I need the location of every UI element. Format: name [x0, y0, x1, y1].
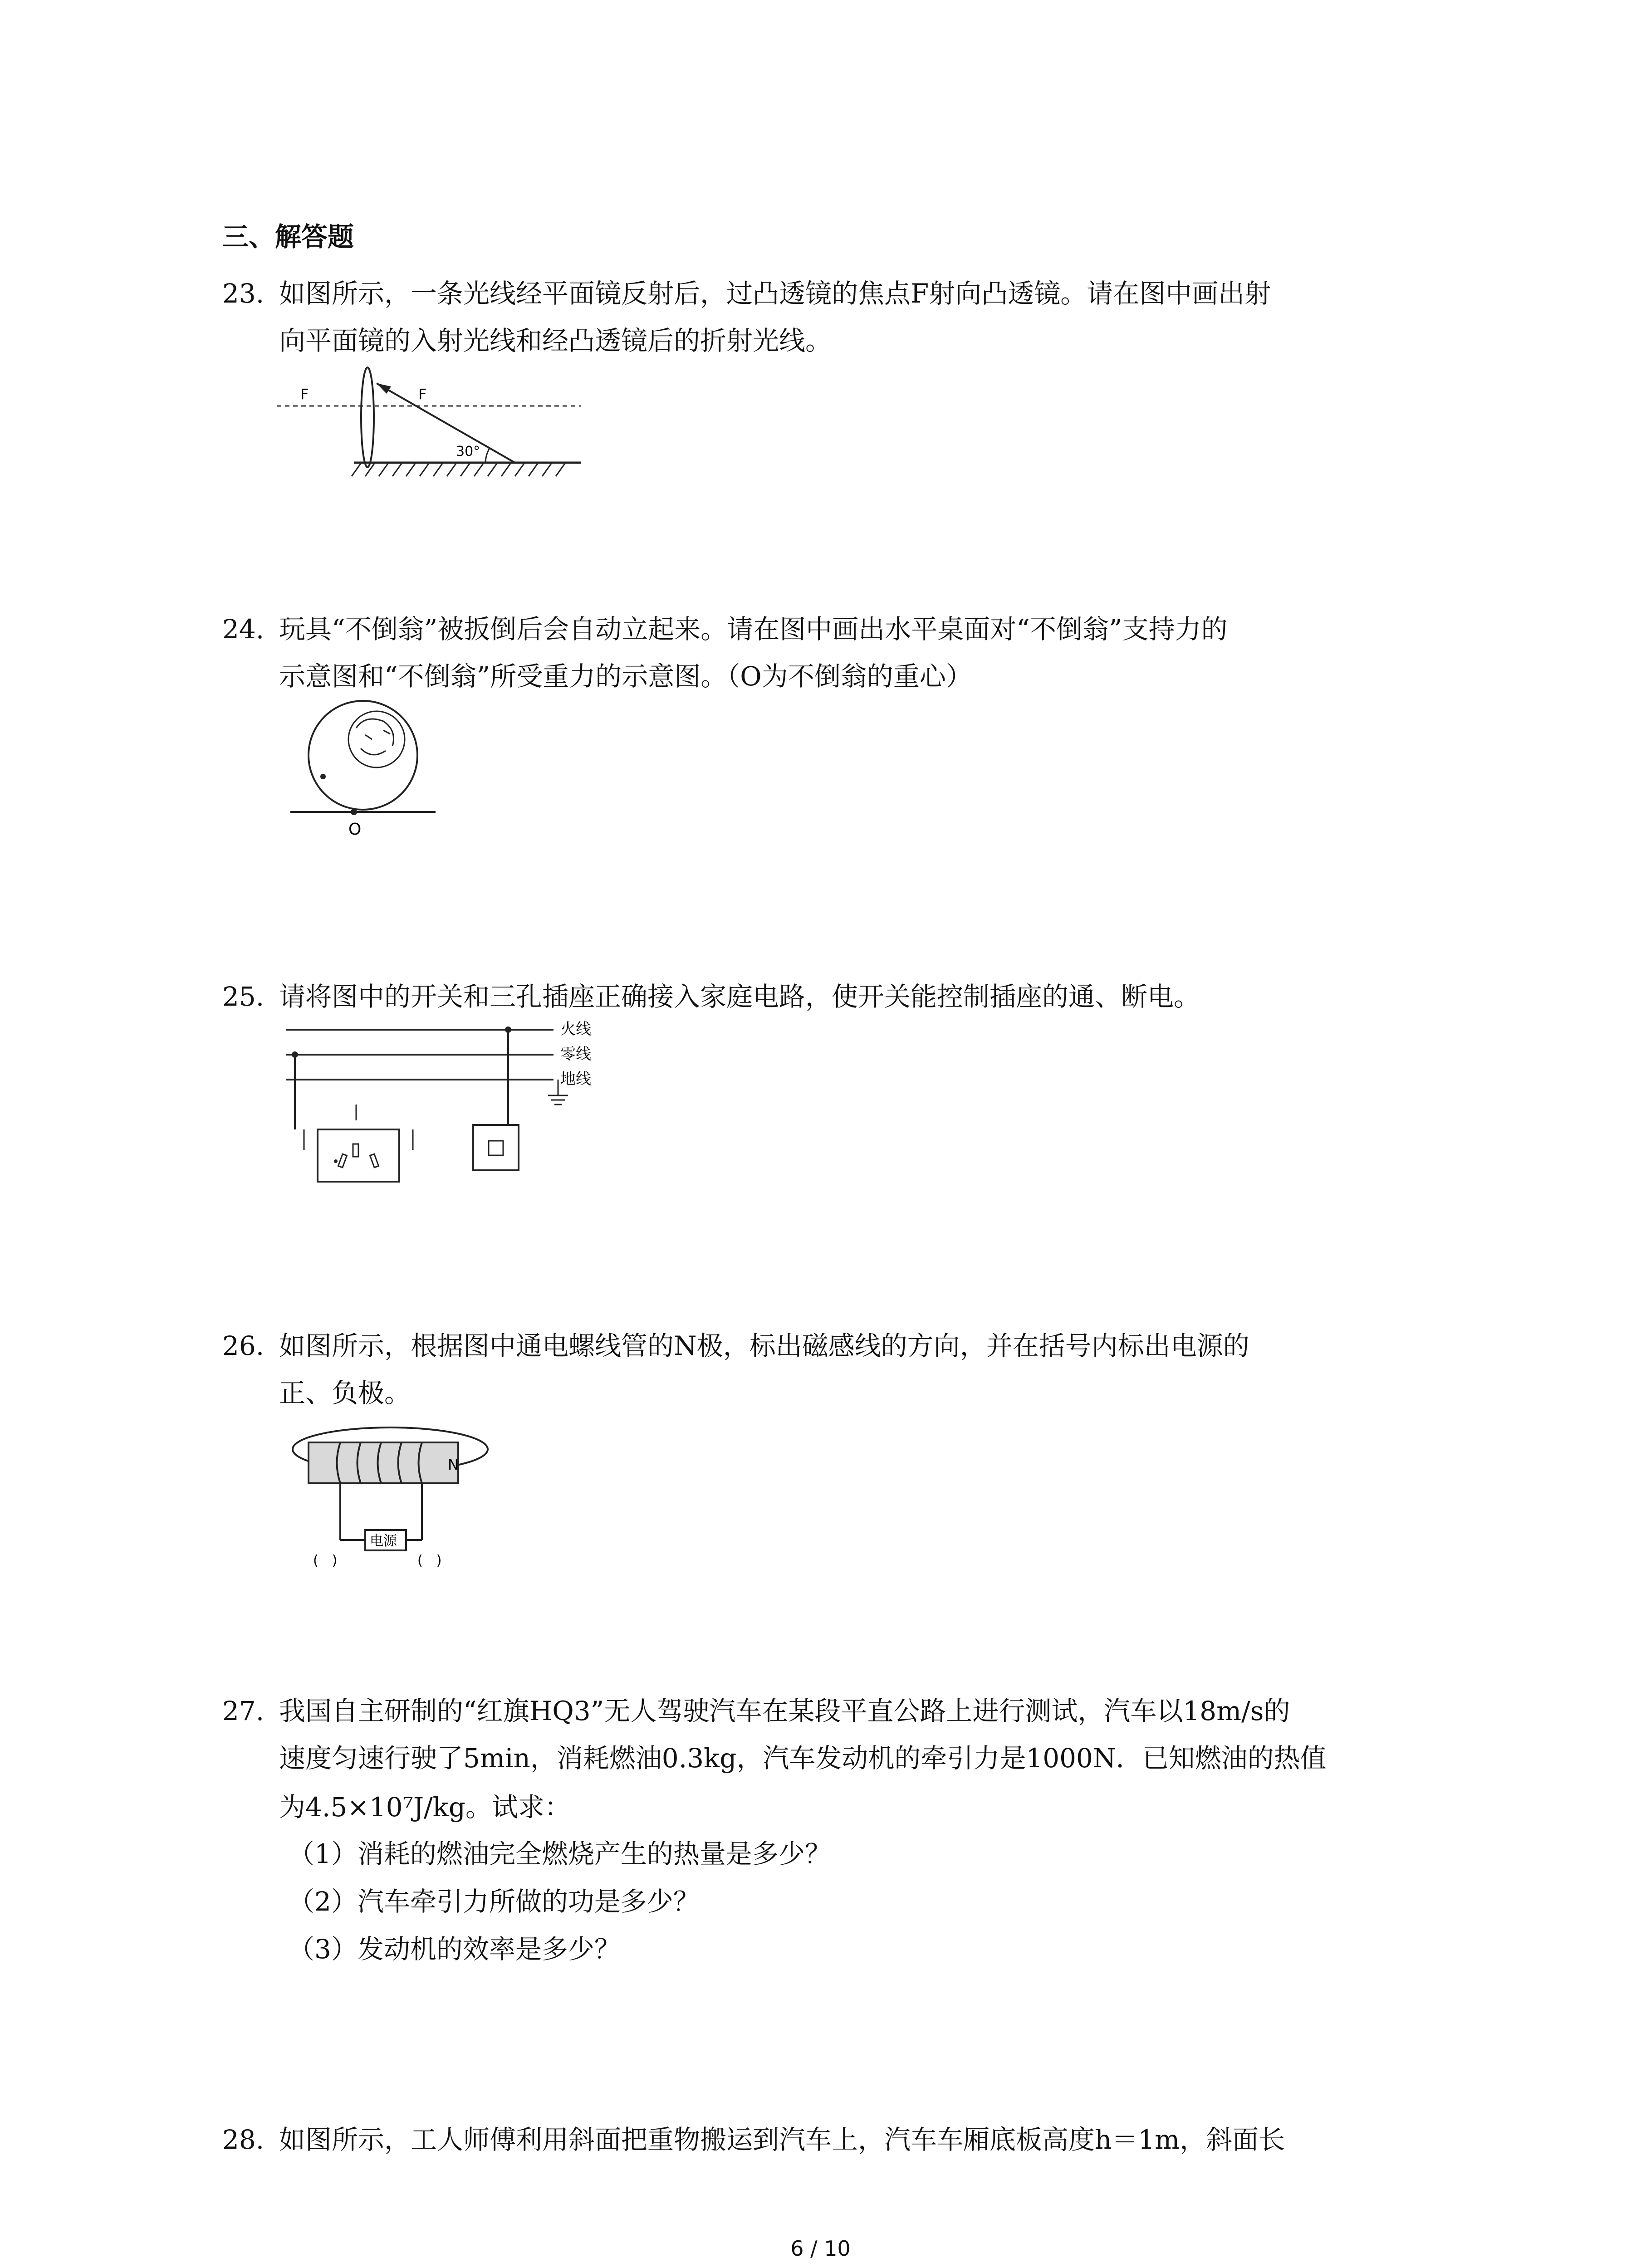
neutral-wire-label: 零线 — [560, 1045, 591, 1063]
solenoid-figure — [286, 1422, 513, 1572]
question-number: 24. — [222, 614, 265, 645]
live-wire-label: 火线 — [560, 1020, 591, 1038]
page-number: 6 / 10 — [790, 2236, 851, 2261]
question-line: 速度匀速行驶了5min，消耗燃油0.3kg，汽车发动机的牵引力是1000N．已知燃油的热值 — [279, 1743, 1327, 1774]
question-line: 为4.5×10⁷J/kg。试求： — [279, 1792, 571, 1823]
ground-wire-label: 地线 — [560, 1070, 591, 1088]
sub-question-3: （3）发动机的效率是多少？ — [288, 1934, 621, 1965]
bracket-right: ( ) — [417, 1553, 442, 1569]
question-line: 正、负极。 — [279, 1378, 411, 1408]
question-number: 27. — [222, 1696, 265, 1726]
question-number: 23. — [222, 278, 265, 309]
question-line: 向平面镜的入射光线和经凸透镜后的折射光线。 — [279, 325, 832, 356]
section-title: 三、解答题 — [222, 221, 354, 252]
bracket-left: ( ) — [313, 1553, 338, 1569]
question-26 — [0, 1322, 1361, 1418]
angle-label: 30° — [456, 444, 480, 459]
question-27 — [0, 1687, 1361, 1829]
sub-question-1: （1）消耗的燃油完全燃烧产生的热量是多少？ — [288, 1838, 831, 1869]
question-line: 我国自主研制的“红旗HQ3”无人驾驶汽车在某段平直公路上进行测试，汽车以18m/s的 — [279, 1696, 1290, 1726]
question-line: 请将图中的开关和三孔插座正确接入家庭电路，使开关能控制插座的通、断电。 — [279, 981, 1200, 1012]
question-number: 28. — [222, 2124, 265, 2155]
focus-label-left: F — [300, 386, 309, 403]
question-number: 25. — [222, 981, 265, 1012]
sub-question-2: （2）汽车牵引力所做的功是多少？ — [288, 1886, 700, 1917]
question-line: 如图所示，根据图中通电螺线管的N极，标出磁感线的方向，并在括号内标出电源的 — [279, 1330, 1249, 1361]
question-line: 玩具“不倒翁”被扳倒后会自动立起来。请在图中画出水平桌面对“不倒翁”支持力的 — [279, 614, 1228, 645]
lens-mirror-figure — [272, 363, 590, 481]
question-25 — [0, 973, 1361, 1020]
point-o-label: O — [348, 820, 362, 839]
question-number: 26. — [222, 1330, 265, 1361]
question-23 — [0, 270, 1361, 365]
power-source-label: 电源 — [370, 1533, 397, 1549]
tumbler-figure — [281, 699, 445, 844]
question-line: 如图所示，一条光线经平面镜反射后，过凸透镜的焦点F射向凸透镜。请在图中画出射 — [279, 278, 1271, 309]
north-pole-label: N — [448, 1456, 459, 1473]
question-28 — [0, 2116, 1361, 2163]
question-24 — [0, 606, 1361, 701]
focus-label-right: F — [418, 386, 427, 403]
question-line: 示意图和“不倒翁”所受重力的示意图。（O为不倒翁的重心） — [279, 661, 972, 692]
question-line: 如图所示，工人师傅利用斜面把重物搬运到汽车上，汽车车厢底板高度h＝1m，斜面长 — [279, 2124, 1285, 2155]
household-circuit-figure — [281, 1016, 617, 1198]
